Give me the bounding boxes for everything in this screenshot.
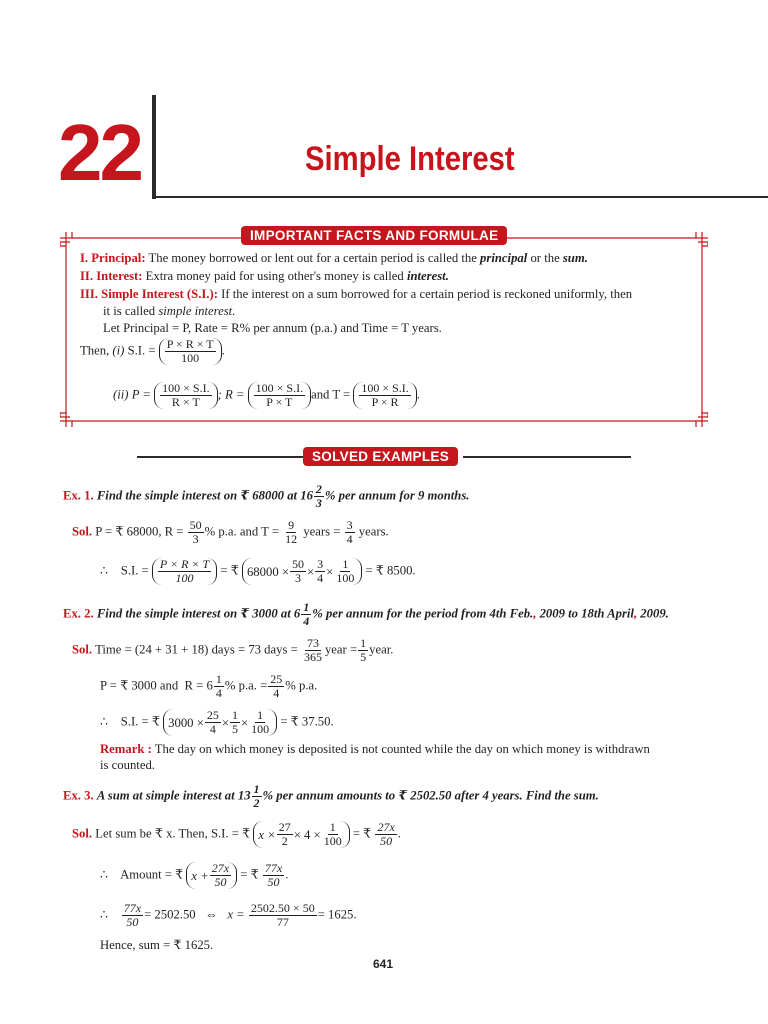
ex3-hence: Hence, sum = ₹ 1625. [100,938,214,952]
fact-ii-em: interest. [406,269,449,283]
fact-i-em1: principal [480,251,528,265]
ex2-solution-line1: Sol. Time = (24 + 31 + 18) days = 73 days = $\frac{73}{365}$ year = $\frac{1}{5}$ year. [72,636,394,664]
ex2-solution-line2: P = ₹ 3000 and R = 6 $\frac{1}{4}$ % p.a. = $\frac{25}{4}$ % p.a. [100,672,318,700]
fact-i-or: or the [530,251,560,265]
fact-i-label: I. [80,251,89,265]
fact-let-line: Let Principal = P, Rate = R% per annum (p.a.) and Time = T years. [103,321,442,335]
solved-rule-left [137,456,305,458]
fact-simple-interest [80,285,632,303]
fact-iii-em: simple interest. [158,304,236,318]
fact-i-em2: sum. [562,251,588,265]
facts-header: IMPORTANT FACTS AND FORMULAE [241,226,507,245]
fact-iii-cont: it is called [103,304,156,318]
remark-label: Remark : [100,742,152,756]
si-eq: S.I. = [127,343,156,358]
formula-si: Then, (i) S.I. = $\frac{P \times R \times T}{100}$ . [80,337,225,365]
then-label: Then, [80,343,110,358]
fact-iii-term: Simple Interest (S.I.): [101,287,218,301]
ex2-solution-line3: ∴ S.I. = ₹ 3000 × $\frac{25}{4}$ × $\frac{1}{5}$ × $\frac{1}{100}$ = ₹ 37.50. [100,708,334,736]
fact-principal [80,249,588,267]
chapter-number: 22 [58,108,141,197]
ex2-question: Ex. 2. Find the simple interest on ₹ 3000 at 6 $\frac{1}{4}$ % per annum for the period from 4th Feb., 2009 to 18th April, 2009. [63,600,669,628]
formula-r-bracket: $\frac{100 \times S.I.}{P \times T}$ [248,382,311,409]
header-vertical-rule [152,95,156,199]
formula-si-fraction: $\frac{P \times R \times T}{100}$ [166,337,214,365]
formula-p-r-t: (ii) P = $\frac{100 \times S.I.}{R \times T}$ ; R = $\frac{100 \times S.I.}{P \times T}$ and T = $\frac{100 \times S.I.}{P \times R}$ . [113,381,420,409]
ex1-label: Ex. 1. [63,488,94,503]
solved-rule-right [463,456,631,458]
fact-ii-term: Interest: [96,269,143,283]
ex2-sol-label: Sol. [72,642,93,657]
fact-ii-label: II. [80,269,94,283]
ex1-solution-line2: ∴ S.I. = $\frac{P \times R \times T}{100}$ = ₹ 68000 × $\frac{50}{3}$ × $\frac{3}{4}$ × $\frac{1}{100}$ = ₹ 8500. [100,557,416,585]
ex3-label: Ex. 3. [63,788,94,803]
ex3-question: Ex. 3. A sum at simple interest at 13 $\frac{1}{2}$ % per annum amounts to ₹ 2502.50 after 4 years. Find the sum. [63,782,599,810]
formula-i-mark: (i) [112,343,125,358]
p-eq: P = [131,387,151,402]
ex3-solution-line1: Sol. Let sum be ₹ x. Then, S.I. = ₹ x × $\frac{27}{2}$ × 4 × $\frac{1}{100}$ = ₹ $\frac{27x}{50}$ . [72,820,401,848]
formula-p-bracket: $\frac{100 \times S.I.}{R \times T}$ [154,382,217,409]
ex2-remark: Remark : The day on which money is deposited is not counted while the day on which money is withdrawn [100,742,650,756]
r-eq: ; R = [217,387,245,402]
fact-ii-text: Extra money paid for using other's money is called [145,269,404,283]
fact-simple-interest-cont [103,302,235,320]
fact-interest [80,267,449,285]
fact-iii-text: If the interest on a sum borrowed for a certain period is reckoned uniformly, then [221,287,633,301]
ex2-remark-cont: is counted. [100,758,155,772]
formula-t-bracket: $\frac{100 \times S.I.}{P \times R}$ [353,382,416,409]
formula-ii-mark: (ii) [113,387,129,402]
fact-i-term: Principal: [91,251,146,265]
solved-examples-header: SOLVED EXAMPLES [303,447,458,466]
ex1-sol-label: Sol. [72,524,93,539]
ex3-solution-line3: ∴ $\frac{77x}{50}$ = 2502.50 ⇔ x = $\frac{2502.50 \times 50}{77}$ = 1625. [100,901,357,929]
formula-si-bracket [159,338,222,365]
ex1-question: Ex. 1. Find the simple interest on ₹ 68000 at 16 $\frac{2}{3}$ % per annum for 9 months. [63,482,470,510]
page-number: 641 [373,957,394,971]
ex3-solution-line2: ∴ Amount = ₹ x + $\frac{27x}{50}$ = ₹ $\frac{77x}{50}$ . [100,861,289,889]
fact-iii-label: III. [80,287,98,301]
ex1-solution-line1: Sol. P = ₹ 68000, R = $\frac{50}{3}$ % p.a. and T = $\frac{9}{12}$ years = $\frac{3}{4}$ years. [72,518,389,546]
ex3-sol-label: Sol. [72,826,93,841]
fact-i-text: The money borrowed or lent out for a certain period is called the [148,251,477,265]
chapter-title: Simple Interest [305,140,515,178]
and-t: and T = [311,387,351,402]
ex2-label: Ex. 2. [63,606,94,621]
header-horizontal-rule [152,196,768,198]
